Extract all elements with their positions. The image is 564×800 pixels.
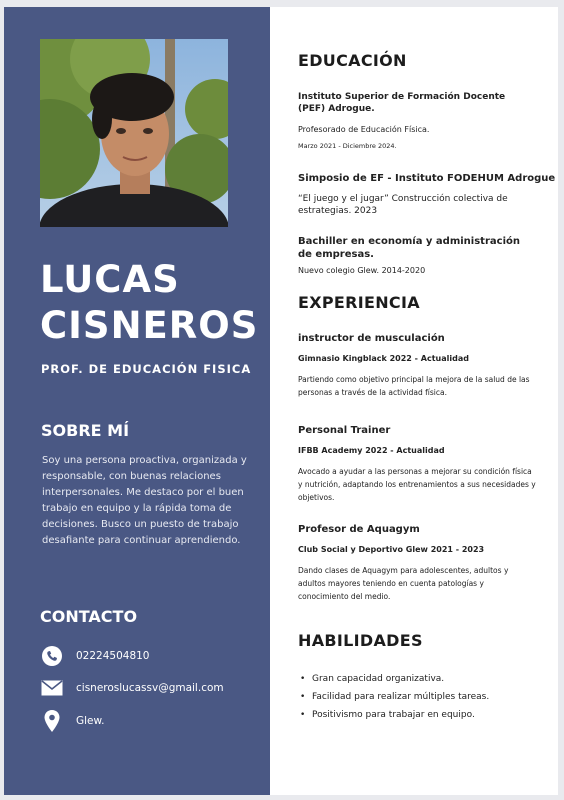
- mail-icon: [40, 676, 64, 700]
- education-1-dates: Marzo 2021 - Diciembre 2024.: [298, 142, 397, 150]
- education-1-detail: Profesorado de Educación Física.: [298, 125, 430, 134]
- education-3-detail: Nuevo colegio Glew. 2014-2020: [298, 266, 426, 275]
- first-name: LUCAS: [40, 258, 180, 301]
- contact-phone-row: [40, 644, 150, 668]
- contact-location: Glew.: [76, 715, 105, 727]
- about-heading: SOBRE MÍ: [41, 421, 130, 440]
- contact-email[interactable]: cisneroslucassv@gmail.com: [76, 682, 224, 694]
- education-2-detail: “El juego y el jugar” Construcción colectiva de estrategias. 2023: [298, 194, 508, 216]
- contact-heading: CONTACTO: [40, 607, 138, 626]
- portrait-image: [40, 39, 228, 227]
- experience-3-place: Club Social y Deportivo Glew 2021 - 2023: [298, 545, 485, 554]
- experience-2-role: Personal Trainer: [298, 425, 391, 436]
- skill-item: • Positivismo para trabajar en equipo.: [298, 706, 489, 724]
- last-name: CISNEROS: [40, 304, 259, 347]
- resume-page: [4, 7, 558, 795]
- experience-1-role: instructor de musculación: [298, 333, 445, 344]
- experience-3-description: Dando clases de Aquagym para adolescentes, adultos y adultos mayores teniendo en cuenta patologías y conocimiento del medio.: [298, 566, 509, 601]
- skill-item: • Facilidad para realizar múltiples tareas.: [298, 688, 489, 706]
- experience-1-place: Gimnasio Kingblack 2022 - Actualidad: [298, 354, 469, 363]
- full-name: [40, 257, 258, 349]
- contact-location-row: [40, 709, 104, 733]
- contact-email-row: [40, 676, 224, 700]
- skills-heading: HABILIDADES: [298, 631, 423, 650]
- experience-1-description: Partiendo como objetivo principal la mejora de la salud de las personas a través de la actividad física.: [298, 375, 530, 397]
- about-text: Soy una persona proactiva, organizada y responsable, con buenas relaciones interpersonales. Me destaco por el buen trabajo en equipo y la rápida toma de decisiones. Busco un puesto de trabajo desafiante para continuar aprendiendo.: [42, 455, 247, 546]
- experience-2-place: IFBB Academy 2022 - Actualidad: [298, 446, 445, 455]
- location-pin-icon: [40, 709, 64, 733]
- experience-2-description: Avocado a ayudar a las personas a mejorar su condición física y nutrición, adaptando los entrenamientos a sus necesidades y objetivos.: [298, 467, 536, 502]
- experience-heading: EXPERIENCIA: [298, 293, 420, 312]
- education-heading: EDUCACIÓN: [298, 51, 407, 70]
- skills-list: [298, 670, 489, 724]
- education-2-institution: Simposio de EF - Instituto FODEHUM Adrogue: [298, 173, 556, 184]
- education-1-institution: Instituto Superior de Formación Docente (PEF) Adrogue.: [298, 92, 506, 114]
- experience-3-role: Profesor de Aquagym: [298, 524, 420, 535]
- job-title: PROF. DE EDUCACIÓN FISICA: [41, 362, 252, 376]
- education-3-institution: Bachiller en economía y administración de empresas.: [298, 236, 520, 260]
- contact-phone[interactable]: 02224504810: [76, 650, 150, 662]
- profile-photo: [40, 39, 228, 227]
- sidebar: [4, 7, 270, 795]
- phone-icon: [40, 644, 64, 668]
- skill-item: • Gran capacidad organizativa.: [298, 670, 489, 688]
